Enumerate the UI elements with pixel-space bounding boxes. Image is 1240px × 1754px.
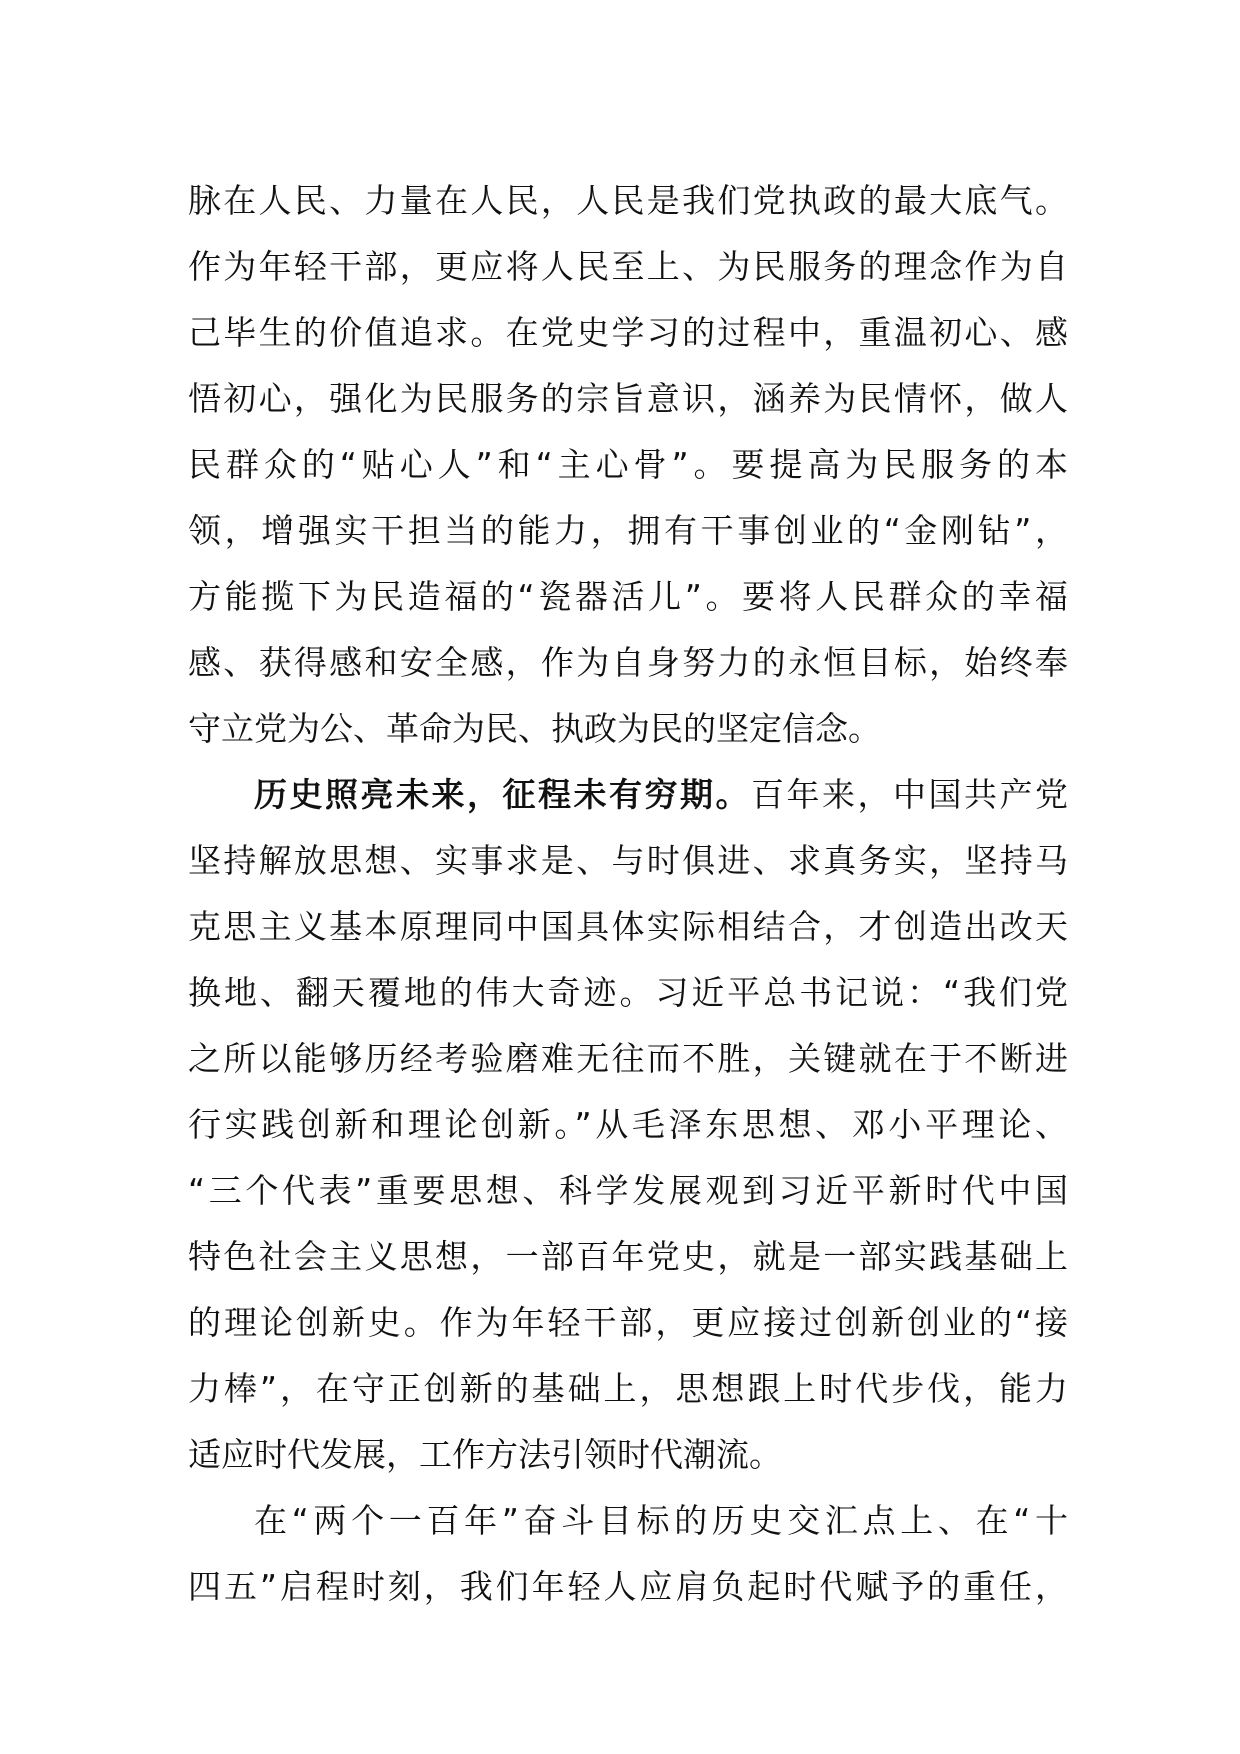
text-line: 脉在人民、力量在人民，人民是我们党执政的最大底气。 <box>188 181 1068 220</box>
paragraph-heading: 历史照亮未来，征程未有穷期。 <box>254 775 751 814</box>
text-line: 四五”启程时刻，我们年轻人应肩负起时代赋予的重任， <box>188 1567 1068 1606</box>
text-line: 领，增强实干担当的能力，拥有干事创业的“金刚钻”， <box>188 511 1068 550</box>
text-line <box>188 762 1068 828</box>
text-line: 之所以能够历经考验磨难无往而不胜，关键就在于不断进 <box>188 1039 1068 1078</box>
text-line: 换地、翻天覆地的伟大奇迹。习近平总书记说：“我们党 <box>188 973 1068 1012</box>
text-line: 行实践创新和理论创新。”从毛泽东思想、邓小平理论、 <box>188 1105 1068 1144</box>
text-line: 作为年轻干部，更应将人民至上、为民服务的理念作为自 <box>188 247 1068 286</box>
text-line: 特色社会主义思想，一部百年党史，就是一部实践基础上 <box>188 1237 1068 1276</box>
text-line: 在“两个一百年”奋斗目标的历史交汇点上、在“十 <box>254 1501 1068 1540</box>
text-line: 己毕生的价值追求。在党史学习的过程中，重温初心、感 <box>188 313 1068 352</box>
text-line: 的理论创新史。作为年轻干部，更应接过创新创业的“接 <box>188 1303 1068 1342</box>
body-text <box>188 168 1068 1620</box>
text-line: 民群众的“贴心人”和“主心骨”。要提高为民服务的本 <box>188 445 1068 484</box>
text-line: 守立党为公、革命为民、执政为民的坚定信念。 <box>188 709 881 748</box>
text-line-content: 百年来，中国共产党 <box>751 775 1068 814</box>
text-line: 感、获得感和安全感，作为自身努力的永恒目标，始终奉 <box>188 643 1068 682</box>
text-line: 方能揽下为民造福的“瓷器活儿”。要将人民群众的幸福 <box>188 577 1068 616</box>
text-line: 坚持解放思想、实事求是、与时俱进、求真务实，坚持马 <box>188 841 1068 880</box>
text-line: “三个代表”重要思想、科学发展观到习近平新时代中国 <box>188 1171 1068 1210</box>
text-line: 适应时代发展，工作方法引领时代潮流。 <box>188 1435 782 1474</box>
text-line: 力棒”，在守正创新的基础上，思想跟上时代步伐，能力 <box>188 1369 1068 1408</box>
text-line: 克思主义基本原理同中国具体实际相结合，才创造出改天 <box>188 907 1068 946</box>
text-line: 悟初心，强化为民服务的宗旨意识，涵养为民情怀，做人 <box>188 379 1068 418</box>
